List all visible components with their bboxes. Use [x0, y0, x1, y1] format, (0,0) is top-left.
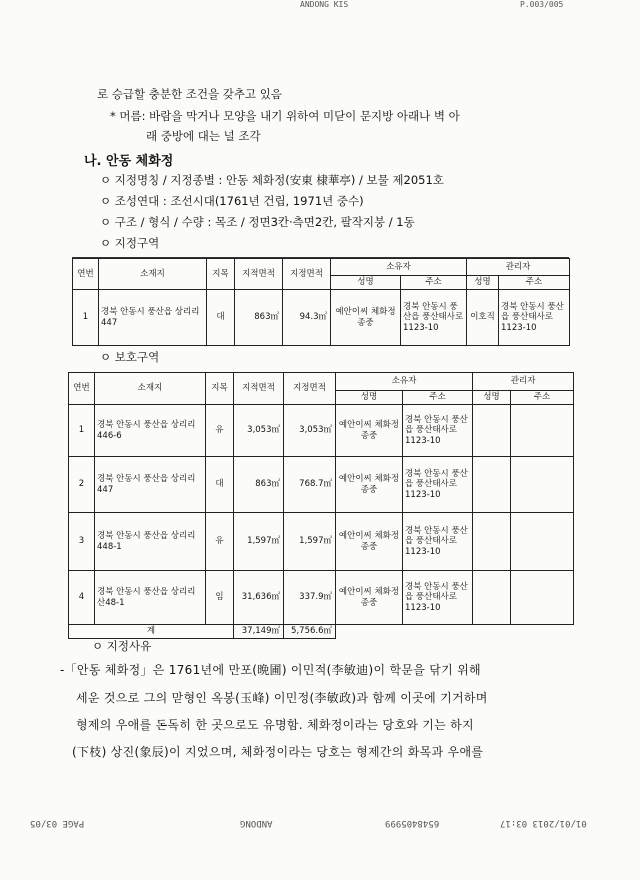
intro-line: 로 승급할 충분한 조건을 갖추고 있음	[97, 87, 282, 101]
cell-designated-area: 337.9㎡	[284, 571, 336, 625]
col-land-type: 지목	[207, 259, 235, 290]
table-row	[69, 571, 574, 625]
col-no: 연번	[69, 373, 95, 405]
fax-footer-time: 01/01/2013 03:17	[500, 818, 587, 828]
cell-total-designated-area: 5,756.6㎡	[284, 625, 336, 639]
designated-zone-table	[72, 258, 570, 346]
cell-location: 경북 안동시 풍산읍 상리리 446-6	[95, 405, 206, 457]
cell-location: 경북 안동시 풍산읍 상리리 산48-1	[95, 571, 206, 625]
cell-designated-area: 3,053㎡	[284, 405, 336, 457]
fax-footer-number: 6548405999	[385, 818, 440, 828]
table-total-row	[69, 625, 574, 639]
col-designated-area: 지정면적	[283, 259, 331, 290]
cell-location: 경북 안동시 풍산읍 상리리 447	[99, 290, 207, 346]
col-owner-address: 주소	[403, 391, 473, 405]
cell-manager-name: 이호직	[467, 290, 499, 346]
table-row	[69, 405, 574, 457]
cell-designated-area: 768.7㎡	[284, 457, 336, 513]
cell-manager-name	[473, 571, 511, 625]
cell-owner-address: 경북 안동시 풍산읍 풍산태사로 1123-10	[403, 571, 473, 625]
reason-line-4: (下枝) 상진(象辰)이 지었으며, 체화정이라는 당호는 형제간의 화목과 우애를	[72, 745, 484, 759]
col-land-area: 지적면적	[234, 373, 284, 405]
col-owner: 소유자	[331, 259, 467, 276]
cell-location: 경북 안동시 풍산읍 상리리 448-1	[95, 513, 206, 571]
cell-land-type: 유	[206, 405, 234, 457]
cell-land-area: 31,636㎡	[234, 571, 284, 625]
cell-land-area: 863㎡	[235, 290, 283, 346]
cell-total-land-area: 37,149㎡	[234, 625, 284, 639]
cell-total-label: 계	[69, 625, 234, 639]
table-row	[69, 513, 574, 571]
cell-owner-name: 예안이씨 체화정 종중	[336, 513, 403, 571]
fax-header-center: ANDONG KIS	[300, 0, 349, 9]
col-manager-name: 성명	[473, 391, 511, 405]
bullet-period: ㅇ 조성연대 : 조선시대(1761년 건립, 1971년 중수)	[100, 194, 364, 208]
cell-manager-address	[511, 513, 574, 571]
cell-owner-address: 경북 안동시 풍산읍 풍산태사로 1123-10	[403, 405, 473, 457]
cell-manager-address	[511, 457, 574, 513]
cell-manager-address: 경북 안동시 풍산읍 풍산태사로 1123-10	[499, 290, 570, 346]
cell-owner-address: 경북 안동시 풍산읍 풍산태사로 1123-10	[401, 290, 467, 346]
col-manager-address: 주소	[511, 391, 574, 405]
cell-owner-address: 경북 안동시 풍산읍 풍산태사로 1123-10	[403, 513, 473, 571]
cell-manager-address	[511, 571, 574, 625]
cell-land-type: 대	[207, 290, 235, 346]
cell-no: 1	[73, 290, 99, 346]
col-manager-name: 성명	[467, 276, 499, 290]
note-line-2: 래 중방에 대는 널 조각	[146, 129, 261, 143]
fax-header-right: P.003/005	[520, 0, 564, 9]
col-manager: 관리자	[473, 373, 574, 391]
cell-land-area: 1,597㎡	[234, 513, 284, 571]
cell-owner-name: 예안이씨 체화정 종중	[331, 290, 401, 346]
col-manager: 관리자	[467, 259, 570, 276]
protect-zone-label: ㅇ 보호구역	[100, 350, 160, 364]
col-location: 소재지	[95, 373, 206, 405]
section-heading: 나. 안동 체화정	[84, 154, 174, 169]
cell-owner-name: 예안이씨 체화정 종중	[336, 405, 403, 457]
cell-land-area: 863㎡	[234, 457, 284, 513]
protection-zone-table	[68, 372, 574, 639]
col-owner-address: 주소	[401, 276, 467, 290]
cell-no: 3	[69, 513, 95, 571]
cell-land-type: 유	[206, 513, 234, 571]
col-location: 소재지	[99, 259, 207, 290]
cell-manager-address	[511, 405, 574, 457]
table-row	[73, 290, 570, 346]
bullet-zone: ㅇ 지정구역	[100, 236, 160, 250]
cell-owner-name: 예안이씨 체화정 종중	[336, 571, 403, 625]
col-land-area: 지적면적	[235, 259, 283, 290]
cell-no: 4	[69, 571, 95, 625]
col-owner: 소유자	[336, 373, 473, 391]
bullet-designation: ㅇ 지정명칭 / 지정종별 : 안동 체화정(安東 棣華亭) / 보물 제2051호	[100, 173, 444, 187]
col-land-type: 지목	[206, 373, 234, 405]
cell-owner-name: 예안이씨 체화정 종중	[336, 457, 403, 513]
table-row	[69, 457, 574, 513]
cell-no: 2	[69, 457, 95, 513]
col-owner-name: 성명	[331, 276, 401, 290]
reason-heading: ㅇ 지정사유	[92, 639, 152, 653]
cell-location: 경북 안동시 풍산읍 상리리 447	[95, 457, 206, 513]
cell-manager-name	[473, 457, 511, 513]
cell-owner-address: 경북 안동시 풍산읍 풍산태사로 1123-10	[403, 457, 473, 513]
cell-designated-area: 94.3㎡	[283, 290, 331, 346]
reason-line-3: 형제의 우애를 돈독히 한 곳으로도 유명함. 체화정이라는 당호와 기는 하지	[76, 718, 474, 732]
cell-manager-name	[473, 405, 511, 457]
fax-footer-page: PAGE 03/05	[30, 818, 85, 828]
cell-designated-area: 1,597㎡	[284, 513, 336, 571]
cell-manager-name	[473, 513, 511, 571]
fax-footer-sender: ANDONG	[240, 818, 273, 828]
cell-land-type: 대	[206, 457, 234, 513]
bullet-structure: ㅇ 구조 / 형식 / 수량 : 목조 / 정면3칸·측면2칸, 팔작지붕 / 1동	[100, 215, 415, 229]
reason-line-1: -「안동 체화정」은 1761년에 만포(晩圃) 이민적(李敏迪)이 학문을 닦기 위해	[60, 663, 481, 677]
col-owner-name: 성명	[336, 391, 403, 405]
col-manager-address: 주소	[499, 276, 570, 290]
note-line-1: * 머름: 바람을 막거나 모양을 내기 위하여 미닫이 문지방 아래나 벽 아	[110, 109, 460, 123]
cell-land-area: 3,053㎡	[234, 405, 284, 457]
cell-land-type: 임	[206, 571, 234, 625]
col-no: 연번	[73, 259, 99, 290]
col-designated-area: 지정면적	[284, 373, 336, 405]
reason-line-2: 세운 것으로 그의 맏형인 옥봉(玉峰) 이민정(李敏政)과 함께 이곳에 기거하며	[76, 691, 488, 705]
cell-no: 1	[69, 405, 95, 457]
